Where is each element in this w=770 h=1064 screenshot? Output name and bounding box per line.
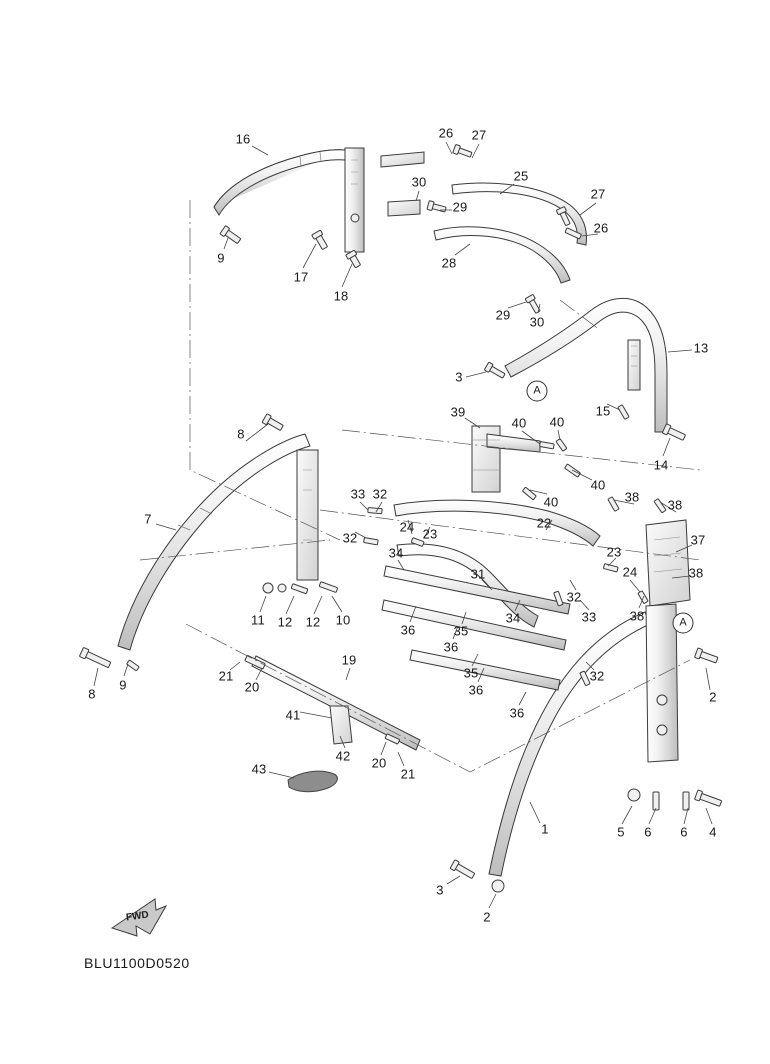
callout-number: 31 (470, 566, 486, 582)
callout-number: 39 (450, 404, 466, 420)
callout-number: 40 (549, 414, 565, 430)
bracket-30-29-left (388, 200, 420, 216)
circle-marker: A (527, 381, 548, 402)
callout-number: 33 (350, 486, 366, 502)
callout-number: 28 (441, 255, 457, 271)
callout-number: 16 (235, 131, 251, 147)
callout-number: 26 (438, 125, 454, 141)
part-39-center-bracket (472, 426, 540, 492)
callout-number: 42 (335, 748, 351, 764)
callout-number: 43 (251, 761, 267, 777)
callout-number: 1 (541, 821, 549, 837)
callout-number: 6 (644, 824, 652, 840)
callout-number: 7 (144, 511, 152, 527)
callout-number: 8 (237, 426, 245, 442)
callout-number: 21 (400, 766, 416, 782)
callout-number: 9 (217, 250, 225, 266)
callout-number: 27 (471, 127, 487, 143)
callout-number: 18 (333, 288, 349, 304)
pillar-top-plate (297, 450, 318, 580)
part-18-center-post (345, 148, 364, 252)
callout-number: 38 (688, 565, 704, 581)
callout-number: 21 (218, 668, 234, 684)
callout-number: 34 (505, 610, 521, 626)
callout-number: 32 (342, 530, 358, 546)
callout-number: 29 (452, 199, 468, 215)
callout-number: 36 (468, 682, 484, 698)
callout-number: 20 (371, 755, 387, 771)
callout-number: 15 (595, 403, 611, 419)
part-37-right-bracket (646, 520, 690, 606)
callout-number: 37 (690, 532, 706, 548)
callout-number: 12 (305, 614, 321, 630)
callout-number: 26 (593, 220, 609, 236)
callout-number: 17 (293, 269, 309, 285)
callout-number: 2 (483, 909, 491, 925)
callout-number: 2 (709, 689, 717, 705)
callout-number: 25 (513, 168, 529, 184)
callout-number: 36 (509, 705, 525, 721)
callout-number: 3 (455, 369, 463, 385)
callout-number: 14 (653, 457, 669, 473)
callout-number: 5 (617, 824, 625, 840)
callout-number: 24 (399, 519, 415, 535)
callout-number: 23 (606, 544, 622, 560)
callout-number: 32 (566, 589, 582, 605)
callout-number: 34 (388, 545, 404, 561)
callout-number: 10 (335, 612, 351, 628)
callout-number: 3 (436, 882, 444, 898)
callout-number: 38 (667, 497, 683, 513)
part-43-foot-pad (288, 771, 337, 792)
part-1-right-front-pillar (489, 609, 650, 876)
callout-number: 32 (372, 486, 388, 502)
callout-number: 19 (341, 652, 357, 668)
bracket-26-27-top (381, 152, 424, 167)
callout-number: 38 (624, 489, 640, 505)
callout-number: 35 (453, 623, 469, 639)
callout-number: 33 (581, 609, 597, 625)
callout-number: 40 (511, 415, 527, 431)
callout-number: 9 (119, 677, 127, 693)
callout-number: 35 (463, 665, 479, 681)
callout-number: 22 (536, 515, 552, 531)
callout-number: 41 (285, 707, 301, 723)
callout-number: 4 (709, 824, 717, 840)
part-25-28-cross-tubes (434, 183, 586, 283)
callout-number: 20 (244, 679, 260, 695)
callout-number: 24 (622, 564, 638, 580)
callout-number: 11 (251, 612, 265, 628)
callout-number: 40 (590, 477, 606, 493)
callout-number: 6 (680, 824, 688, 840)
callout-number: 27 (590, 186, 606, 202)
callout-number: 30 (411, 174, 427, 190)
callout-number: 8 (88, 686, 96, 702)
callout-number: 40 (543, 494, 559, 510)
callout-number: 13 (693, 340, 709, 356)
callout-number: 36 (443, 639, 459, 655)
fwd-label: FWD (125, 909, 150, 924)
callout-number: 32 (589, 668, 605, 684)
callout-number: 36 (400, 622, 416, 638)
part-16-upper-left-rail (214, 150, 345, 215)
callout-number: 30 (529, 314, 545, 330)
callout-number: 23 (422, 526, 438, 542)
callout-number: 38 (629, 608, 645, 624)
callout-number: 29 (495, 307, 511, 323)
circle-marker: A (673, 613, 694, 634)
reference-code: BLU1100D0520 (84, 955, 190, 971)
callout-number: 12 (277, 614, 293, 630)
